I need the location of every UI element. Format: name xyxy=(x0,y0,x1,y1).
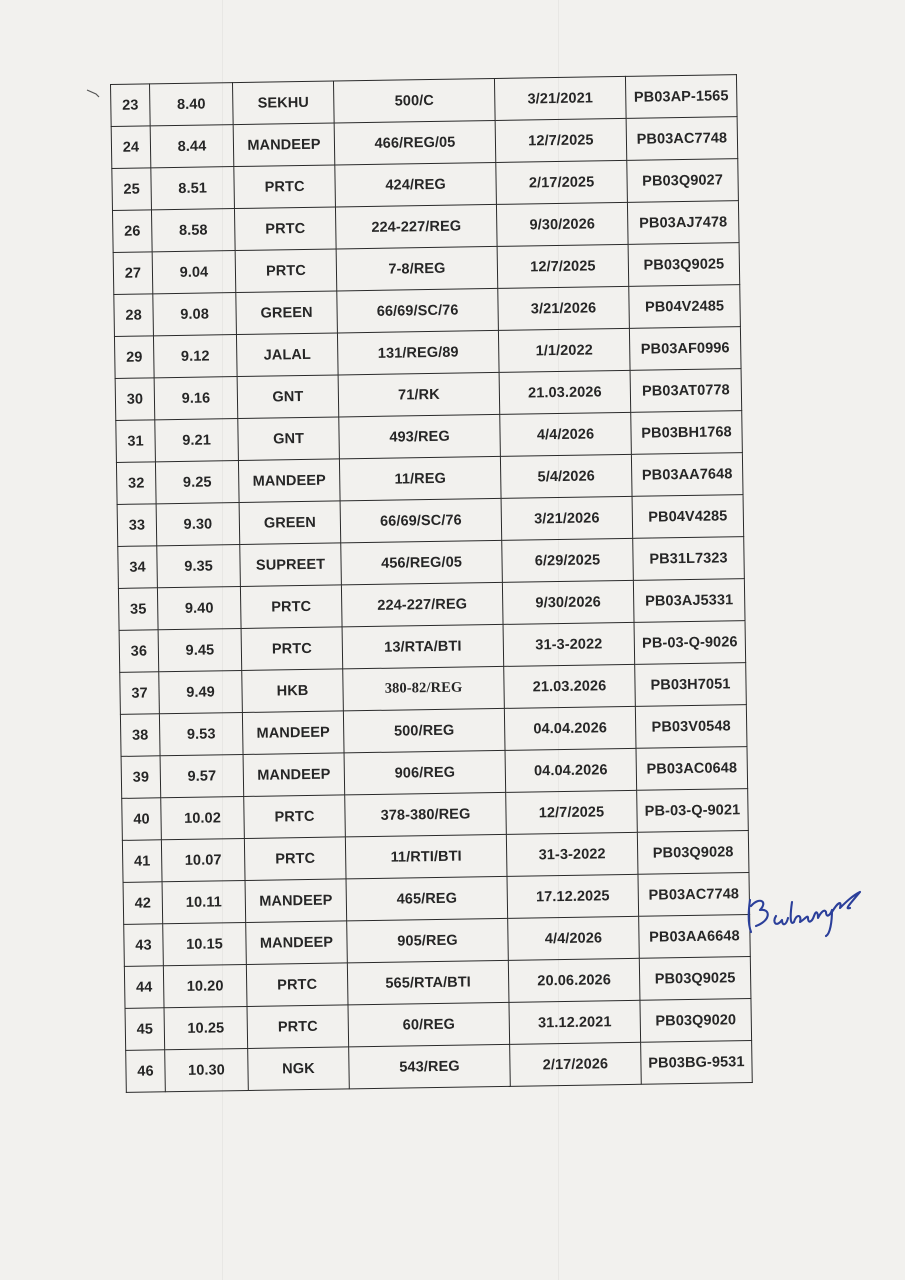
departure-time-cell: 10.20 xyxy=(163,964,247,1007)
operator-cell: GREEN xyxy=(239,501,341,545)
permit-number-cell: 66/69/SC/76 xyxy=(340,498,502,543)
serial-number-cell: 28 xyxy=(114,294,154,337)
operator-cell: HKB xyxy=(242,669,344,713)
permit-validity-cell: 3/21/2026 xyxy=(498,286,630,330)
departure-time-cell: 9.30 xyxy=(156,503,240,546)
serial-number-cell: 33 xyxy=(117,504,157,547)
serial-number-cell: 34 xyxy=(118,546,158,589)
permit-validity-cell: 9/30/2026 xyxy=(496,202,628,246)
permit-validity-cell: 12/7/2025 xyxy=(495,118,627,162)
serial-number-cell: 38 xyxy=(120,714,160,757)
operator-cell: GREEN xyxy=(236,291,338,335)
serial-number-cell: 31 xyxy=(116,420,156,463)
departure-time-cell: 10.30 xyxy=(165,1048,249,1091)
permit-validity-cell: 6/29/2025 xyxy=(502,538,634,582)
permit-number-cell: 11/REG xyxy=(339,456,501,501)
operator-cell: PRTC xyxy=(234,207,336,251)
permit-number-cell: 500/REG xyxy=(343,708,505,753)
serial-number-cell: 29 xyxy=(114,336,154,379)
permit-number-cell: 905/REG xyxy=(347,918,509,963)
serial-number-cell: 35 xyxy=(118,588,158,631)
departure-time-cell: 10.11 xyxy=(162,880,246,923)
permit-number-cell: 543/REG xyxy=(349,1044,511,1089)
vehicle-number-cell: PB03AT0778 xyxy=(630,369,742,413)
permit-validity-cell: 21.03.2026 xyxy=(499,370,631,414)
serial-number-cell: 41 xyxy=(122,840,162,883)
operator-cell: GNT xyxy=(238,417,340,461)
permit-number-cell: 11/RTI/BTI xyxy=(345,834,507,879)
departure-time-cell: 9.40 xyxy=(157,587,241,630)
vehicle-number-cell: PB03Q9020 xyxy=(640,999,752,1043)
operator-cell: PRTC xyxy=(246,963,348,1007)
permit-validity-cell: 31-3-2022 xyxy=(506,832,638,876)
departure-time-cell: 8.44 xyxy=(150,125,234,168)
permit-number-cell: 71/RK xyxy=(338,372,500,417)
departure-time-cell: 10.15 xyxy=(163,922,247,965)
departure-time-cell: 10.07 xyxy=(161,838,245,881)
vehicle-number-cell: PB03AC7748 xyxy=(638,873,750,917)
vehicle-number-cell: PB03AP-1565 xyxy=(625,75,737,119)
operator-cell: MANDEEP xyxy=(246,921,348,965)
serial-number-cell: 36 xyxy=(119,630,159,673)
permit-validity-cell: 2/17/2025 xyxy=(496,160,628,204)
bus-timetable xyxy=(110,74,753,1093)
permit-validity-cell: 17.12.2025 xyxy=(507,874,639,918)
departure-time-cell: 9.49 xyxy=(159,671,243,714)
operator-cell: PRTC xyxy=(235,249,337,293)
permit-number-cell: 466/REG/05 xyxy=(334,120,496,165)
vehicle-number-cell: PB03V0548 xyxy=(635,705,747,749)
permit-number-cell: 565/RTA/BTI xyxy=(347,960,509,1005)
permit-validity-cell: 21.03.2026 xyxy=(504,664,636,708)
operator-cell: MANDEEP xyxy=(242,711,344,755)
departure-time-cell: 9.53 xyxy=(159,712,243,755)
vehicle-number-cell: PB03AF0996 xyxy=(629,327,741,371)
operator-cell: PRTC xyxy=(241,627,343,671)
departure-time-cell: 9.12 xyxy=(153,335,237,378)
vehicle-number-cell: PB03AC7748 xyxy=(626,117,738,161)
departure-time-cell: 9.25 xyxy=(155,461,239,504)
operator-cell: PRTC xyxy=(244,795,346,839)
vehicle-number-cell: PB-03-Q-9026 xyxy=(634,621,746,665)
permit-number-cell: 380-82/REG xyxy=(343,666,505,711)
vehicle-number-cell: PB04V2485 xyxy=(629,285,741,329)
operator-cell: MANDEEP xyxy=(238,459,340,503)
vehicle-number-cell: PB03Q9025 xyxy=(628,243,740,287)
serial-number-cell: 25 xyxy=(112,168,152,211)
vehicle-number-cell: PB03H7051 xyxy=(635,663,747,707)
operator-cell: PRTC xyxy=(234,165,336,209)
operator-cell: MANDEEP xyxy=(245,879,347,923)
permit-number-cell: 456/REG/05 xyxy=(341,540,503,585)
departure-time-cell: 9.16 xyxy=(154,377,238,420)
paper-speck-mark xyxy=(86,88,100,98)
vehicle-number-cell: PB03Q9028 xyxy=(637,831,749,875)
permit-validity-cell: 12/7/2025 xyxy=(497,244,629,288)
permit-number-cell: 493/REG xyxy=(339,414,501,459)
serial-number-cell: 26 xyxy=(112,210,152,253)
permit-validity-cell: 1/1/2022 xyxy=(498,328,630,372)
serial-number-cell: 46 xyxy=(126,1050,166,1093)
vehicle-number-cell: PB03BH1768 xyxy=(631,411,743,455)
permit-number-cell: 224-227/REG xyxy=(341,582,503,627)
permit-number-cell: 60/REG xyxy=(348,1002,510,1047)
vehicle-number-cell: PB03Q9027 xyxy=(627,159,739,203)
operator-cell: MANDEEP xyxy=(233,123,335,167)
serial-number-cell: 43 xyxy=(124,924,164,967)
vehicle-number-cell: PB03AJ7478 xyxy=(627,201,739,245)
permit-validity-cell: 31-3-2022 xyxy=(503,622,635,666)
serial-number-cell: 44 xyxy=(124,966,164,1009)
vehicle-number-cell: PB03AJ5331 xyxy=(633,579,745,623)
serial-number-cell: 39 xyxy=(121,756,161,799)
serial-number-cell: 40 xyxy=(122,798,162,841)
departure-time-cell: 9.04 xyxy=(152,251,236,294)
operator-cell: MANDEEP xyxy=(243,753,345,797)
vehicle-number-cell: PB03Q9025 xyxy=(639,957,751,1001)
permit-number-cell: 465/REG xyxy=(346,876,508,921)
serial-number-cell: 45 xyxy=(125,1008,165,1051)
permit-validity-cell: 12/7/2025 xyxy=(506,790,638,834)
permit-number-cell: 13/RTA/BTI xyxy=(342,624,504,669)
departure-time-cell: 10.02 xyxy=(161,796,245,839)
departure-time-cell: 9.35 xyxy=(157,545,241,588)
operator-cell: SEKHU xyxy=(232,81,334,125)
departure-time-cell: 9.57 xyxy=(160,754,244,797)
serial-number-cell: 23 xyxy=(111,84,151,127)
departure-time-cell: 9.45 xyxy=(158,629,242,672)
serial-number-cell: 37 xyxy=(120,672,160,715)
table-row xyxy=(126,1041,753,1093)
departure-time-cell: 8.51 xyxy=(151,167,235,210)
permit-validity-cell: 31.12.2021 xyxy=(509,1000,641,1044)
vehicle-number-cell: PB04V4285 xyxy=(632,495,744,539)
permit-number-cell: 500/C xyxy=(333,78,495,123)
departure-time-cell: 8.40 xyxy=(150,83,234,126)
departure-time-cell: 10.25 xyxy=(164,1006,248,1049)
operator-cell: PRTC xyxy=(247,1005,349,1049)
permit-number-cell: 424/REG xyxy=(335,162,497,207)
permit-number-cell: 7-8/REG xyxy=(336,246,498,291)
vehicle-number-cell: PB-03-Q-9021 xyxy=(637,789,749,833)
serial-number-cell: 32 xyxy=(116,462,156,505)
handwritten-signature xyxy=(742,862,872,942)
operator-cell: PRTC xyxy=(244,837,346,881)
operator-cell: PRTC xyxy=(240,585,342,629)
permit-number-cell: 378-380/REG xyxy=(345,792,507,837)
permit-validity-cell: 9/30/2026 xyxy=(502,580,634,624)
vehicle-number-cell: PB03AA7648 xyxy=(631,453,743,497)
departure-time-cell: 9.08 xyxy=(153,293,237,336)
departure-time-cell: 8.58 xyxy=(151,209,235,252)
permit-number-cell: 224-227/REG xyxy=(335,204,497,249)
operator-cell: GNT xyxy=(237,375,339,419)
permit-validity-cell: 20.06.2026 xyxy=(508,958,640,1002)
operator-cell: NGK xyxy=(248,1047,350,1091)
serial-number-cell: 42 xyxy=(123,882,163,925)
permit-validity-cell: 4/4/2026 xyxy=(500,412,632,456)
vehicle-number-cell: PB03AC0648 xyxy=(636,747,748,791)
permit-validity-cell: 4/4/2026 xyxy=(508,916,640,960)
departure-time-cell: 9.21 xyxy=(155,419,239,462)
operator-cell: JALAL xyxy=(236,333,338,377)
permit-validity-cell: 5/4/2026 xyxy=(500,454,632,498)
serial-number-cell: 30 xyxy=(115,378,155,421)
permit-validity-cell: 04.04.2026 xyxy=(505,748,637,792)
vehicle-number-cell: PB03BG-9531 xyxy=(641,1041,753,1085)
permit-number-cell: 131/REG/89 xyxy=(337,330,499,375)
permit-number-cell: 66/69/SC/76 xyxy=(337,288,499,333)
permit-number-cell: 906/REG xyxy=(344,750,506,795)
vehicle-number-cell: PB31L7323 xyxy=(633,537,745,581)
permit-validity-cell: 2/17/2026 xyxy=(510,1042,642,1086)
permit-validity-cell: 3/21/2021 xyxy=(494,76,626,120)
permit-validity-cell: 3/21/2026 xyxy=(501,496,633,540)
operator-cell: SUPREET xyxy=(240,543,342,587)
vehicle-number-cell: PB03AA6648 xyxy=(639,915,751,959)
serial-number-cell: 24 xyxy=(111,126,151,169)
serial-number-cell: 27 xyxy=(113,252,153,295)
permit-validity-cell: 04.04.2026 xyxy=(504,706,636,750)
